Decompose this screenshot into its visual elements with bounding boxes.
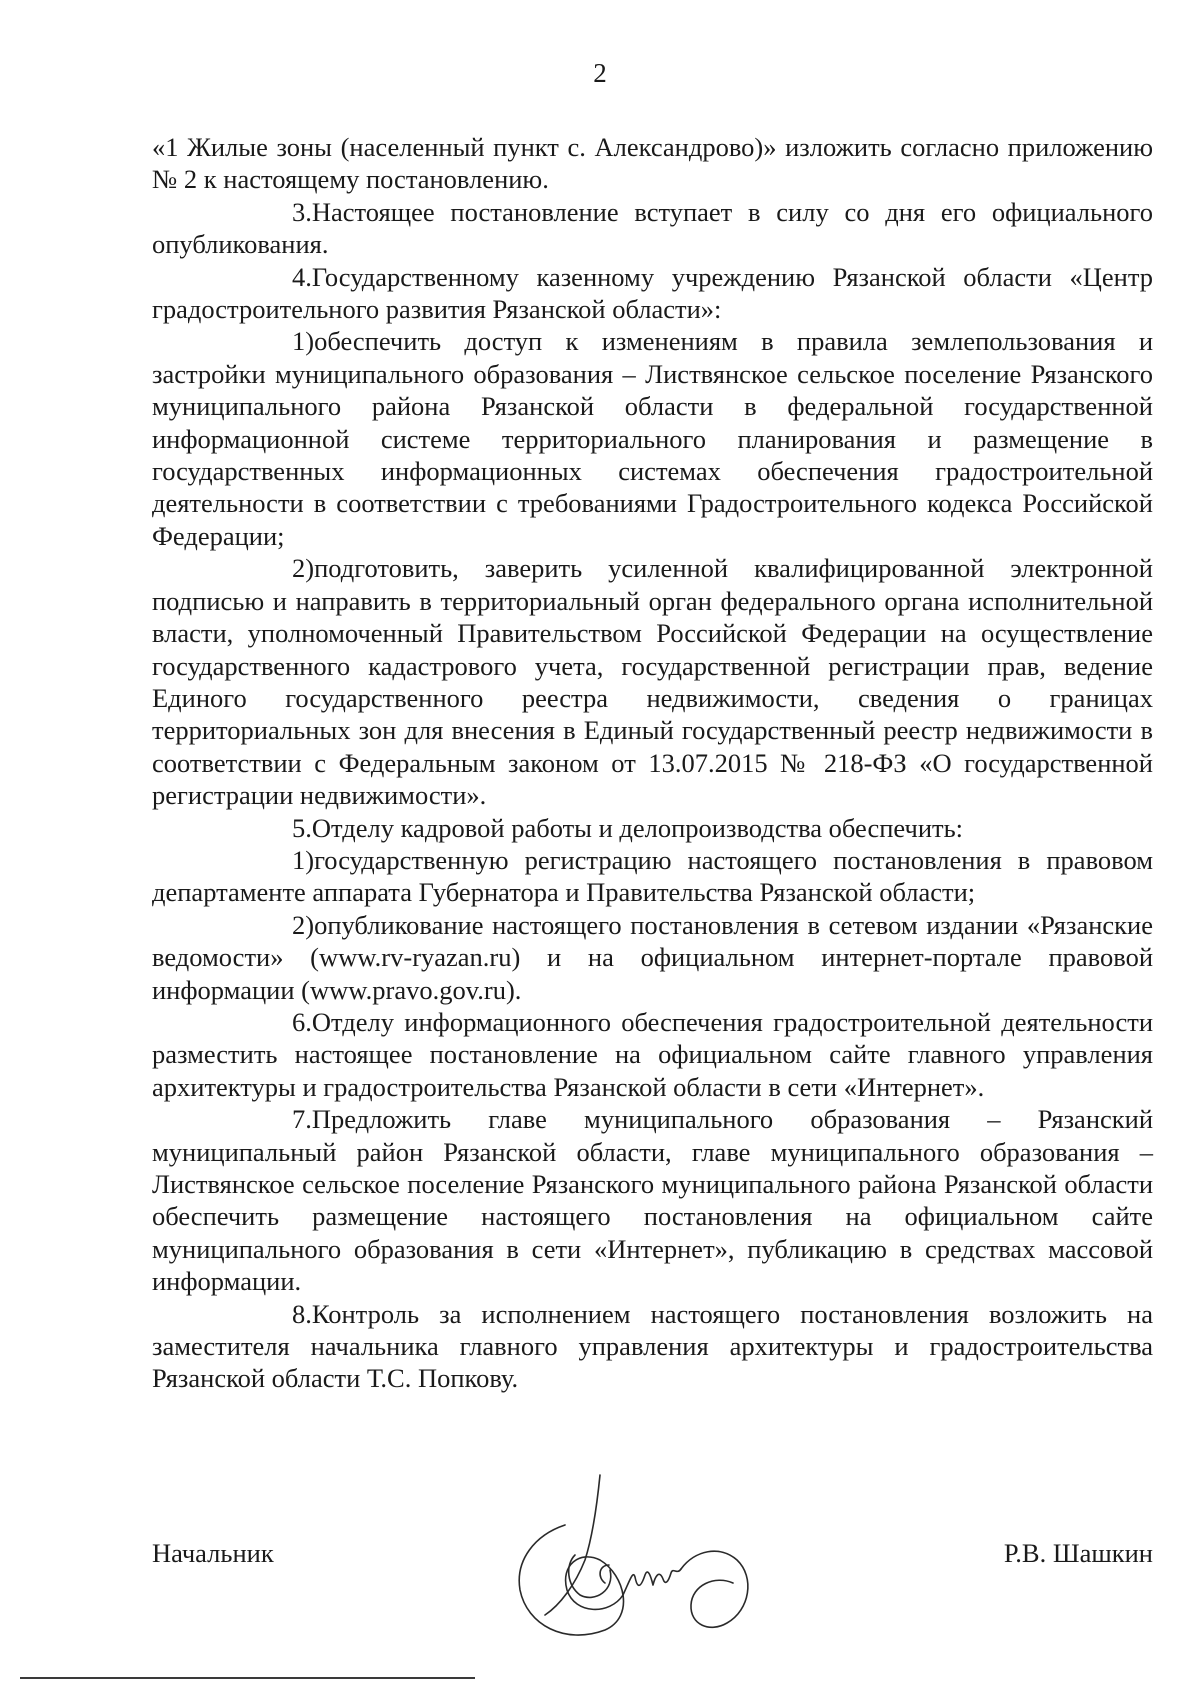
document-body — [152, 131, 1153, 1395]
bottom-rule-divider — [20, 1677, 475, 1679]
paragraph-text: подготовить, заверить усиленной квалифицированной электронной подписью и направить в территориальный орган федерального органа исполнительной власти, уполномоченный Правительством Российской Федерации на осуществление государственного кадастрового учета, государственной регистрации прав, ведение Единого государственного реестра недвижимости, сведения о границах территориальных зон для внесения в Единый государственный реестр недвижимости в соответствии с Федеральным законом от 13.07.2015 № 218-ФЗ «О государственной регистрации недвижимости». — [152, 553, 1153, 811]
paragraph-text: Предложить главе муниципального образования – Рязанский муниципальный район Рязанской области, главе муниципального образования – Листвянское сельское поселение Рязанского муниципального района Рязанской области обеспечить размещение настоящего постановления на официальном сайте муниципального образования в сети «Интернет», публикацию в средствах массовой информации. — [152, 1104, 1153, 1297]
paragraph-subitem-4-1 — [152, 325, 1153, 552]
signatory-position: Начальник — [152, 1538, 274, 1568]
paragraph-subitem-5-1 — [152, 844, 1153, 909]
item-number: 1) — [292, 326, 315, 357]
item-number: 1) — [292, 844, 315, 875]
paragraph-continuation — [152, 131, 1153, 196]
paragraph-item-8 — [152, 1298, 1153, 1395]
paragraph-item-7 — [152, 1103, 1153, 1297]
paragraph-item-5 — [152, 812, 1153, 844]
paragraph-item-4 — [152, 261, 1153, 326]
item-number: 2) — [292, 909, 315, 940]
paragraph-item-3 — [152, 196, 1153, 261]
item-number: 7. — [292, 1104, 312, 1135]
item-number: 3. — [292, 196, 312, 227]
signatory-name: Р.В. Шашкин — [1003, 1538, 1153, 1568]
item-number: 6. — [292, 1006, 312, 1037]
paragraph-text: Настоящее постановление вступает в силу со дня его официального опубликования. — [152, 196, 1153, 260]
item-number: 8. — [292, 1298, 312, 1329]
paragraph-subitem-5-2 — [152, 909, 1153, 1006]
paragraph-text: обеспечить доступ к изменениям в правила землепользования и застройки муниципального образования – Листвянское сельское поселение Рязанского муниципального района Рязанской области в федеральной государственной информационной системе территориального планирования и размещение в государственных информационных системах обеспечения градостроительной деятельности в соответствии с требованиями Градостроительного кодекса Российской Федерации; — [152, 326, 1153, 551]
paragraph-text: опубликование настоящего постановления в сетевом издании «Рязанские ведомости» (www.rv-ryazan.ru) и на официальном интернет-портале правовой информации (www.pravo.gov.ru). — [152, 909, 1153, 1005]
paragraph-text: Отделу кадровой работы и делопроизводства обеспечить: — [311, 812, 964, 843]
item-number: 4. — [292, 261, 312, 292]
paragraph-text: Контроль за исполнением настоящего постановления возложить на заместителя начальника главного управления архитектуры и градостроительства Рязанской области Т.С. Попкову. — [152, 1298, 1153, 1394]
paragraph-text: государственную регистрацию настоящего постановления в правовом департаменте аппарата Губернатора и Правительства Рязанской области; — [152, 844, 1153, 908]
item-number: 2) — [292, 553, 315, 584]
paragraph-text: Отделу информационного обеспечения градостроительной деятельности разместить настоящее постановление на официальном сайте главного управления архитектуры и градостроительства Рязанской области в сети «Интернет». — [152, 1006, 1153, 1102]
item-number: 5. — [292, 812, 312, 843]
signature-block — [152, 1538, 1153, 1578]
page-number: 2 — [593, 58, 607, 88]
paragraph-text: Государственному казенному учреждению Рязанской области «Центр градостроительного развития Рязанской области»: — [152, 261, 1153, 325]
paragraph-text: «1 Жилые зоны (населенный пункт с. Александрово)» изложить согласно приложению № 2 к настоящему постановлению. — [152, 132, 1153, 195]
paragraph-subitem-4-2 — [152, 552, 1153, 811]
paragraph-item-6 — [152, 1006, 1153, 1103]
